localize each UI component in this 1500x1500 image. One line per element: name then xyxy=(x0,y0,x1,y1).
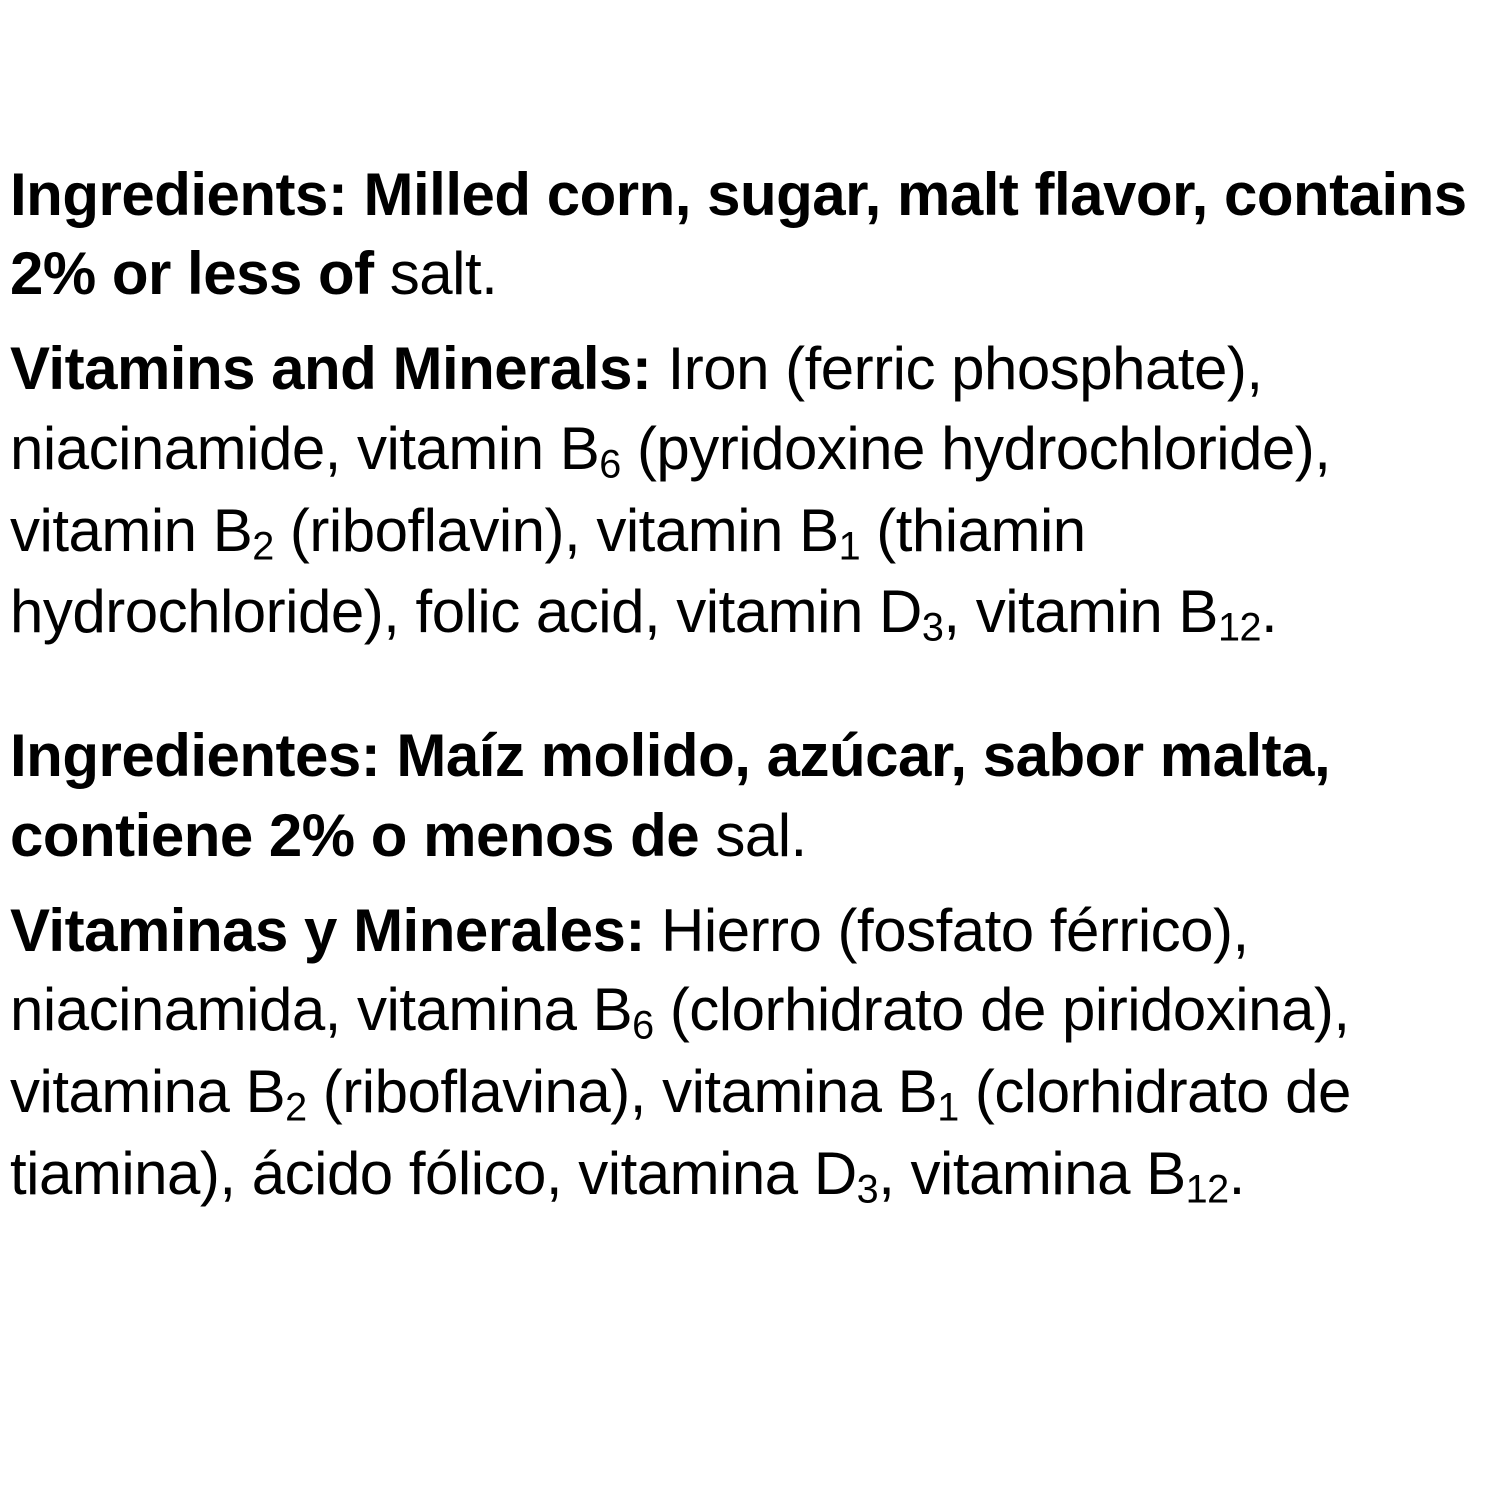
vitamins-subscript-english-2: 2 xyxy=(252,524,274,569)
vitamins-subscript-english-5: 12 xyxy=(1217,606,1261,651)
vitamins-text-english-3: (riboflavin), vitamin B xyxy=(273,496,839,564)
vitamins-text-spanish-1: Hierro (fosfato férrico), niacinamida, vitamina B xyxy=(10,896,1249,1043)
language-block-english xyxy=(10,155,1490,654)
vitamins-paragraph-english xyxy=(10,329,1490,654)
ingredients-paragraph-spanish xyxy=(10,716,1490,874)
ingredients-text-english-2: salt. xyxy=(373,240,498,308)
vitamins-text-english-4: (thiamin hydrochloride), folic acid, vitamin D xyxy=(10,496,1086,646)
vitamins-subscript-spanish-4: 3 xyxy=(856,1167,879,1212)
vitamins-subscript-spanish-2: 2 xyxy=(285,1085,307,1130)
ingredients-text-spanish-1: Maíz molido, azúcar, sabor malta, xyxy=(380,722,1331,790)
vitamins-heading-english: Vitamins and Minerals: xyxy=(10,335,652,403)
vitamins-text-spanish-5: , vitamina B xyxy=(878,1139,1186,1207)
vitamins-paragraph-spanish xyxy=(10,891,1490,1216)
vitamins-subscript-spanish-1: 6 xyxy=(632,1003,654,1048)
vitamins-text-english-6: . xyxy=(1260,578,1278,646)
vitamins-subscript-spanish-3: 1 xyxy=(937,1085,959,1130)
ingredients-text-english-1: Milled corn, sugar, malt flavor, contains xyxy=(347,161,1467,228)
vitamins-text-english-5: , vitamin B xyxy=(943,578,1218,646)
vitamins-subscript-english-4: 3 xyxy=(921,606,944,651)
ingredients-heading-extra-english: 2% or less of xyxy=(10,240,374,308)
vitamins-subscript-english-1: 6 xyxy=(599,442,621,487)
ingredients-heading-spanish: Ingredientes: xyxy=(10,722,381,790)
vitamins-text-spanish-4: (clorhidrato de tiamina), ácido fólico, vitamina D xyxy=(10,1057,1351,1207)
vitamins-text-english-1: Iron (ferric phosphate), niacinamide, vitamin B xyxy=(10,335,1263,482)
vitamins-text-spanish-2: (clorhidrato de piridoxina), vitamina B xyxy=(10,975,1350,1125)
vitamins-subscript-spanish-5: 12 xyxy=(1185,1167,1229,1212)
ingredients-paragraph-english xyxy=(10,155,1490,313)
ingredients-text-spanish-2: sal. xyxy=(699,801,807,869)
vitamins-text-spanish-3: (riboflavina), vitamina B xyxy=(306,1057,938,1125)
ingredients-heading-english: Ingredients: xyxy=(10,161,348,228)
vitamins-text-spanish-6: . xyxy=(1228,1139,1245,1207)
language-block-spanish xyxy=(10,716,1490,1215)
vitamins-subscript-english-3: 1 xyxy=(838,524,861,569)
vitamins-text-english-2: (pyridoxine hydrochloride), vitamin B xyxy=(10,414,1331,564)
vitamins-heading-spanish: Vitaminas y Minerales: xyxy=(10,896,645,964)
ingredients-heading-extra-spanish: contiene 2% o menos de xyxy=(10,801,700,869)
